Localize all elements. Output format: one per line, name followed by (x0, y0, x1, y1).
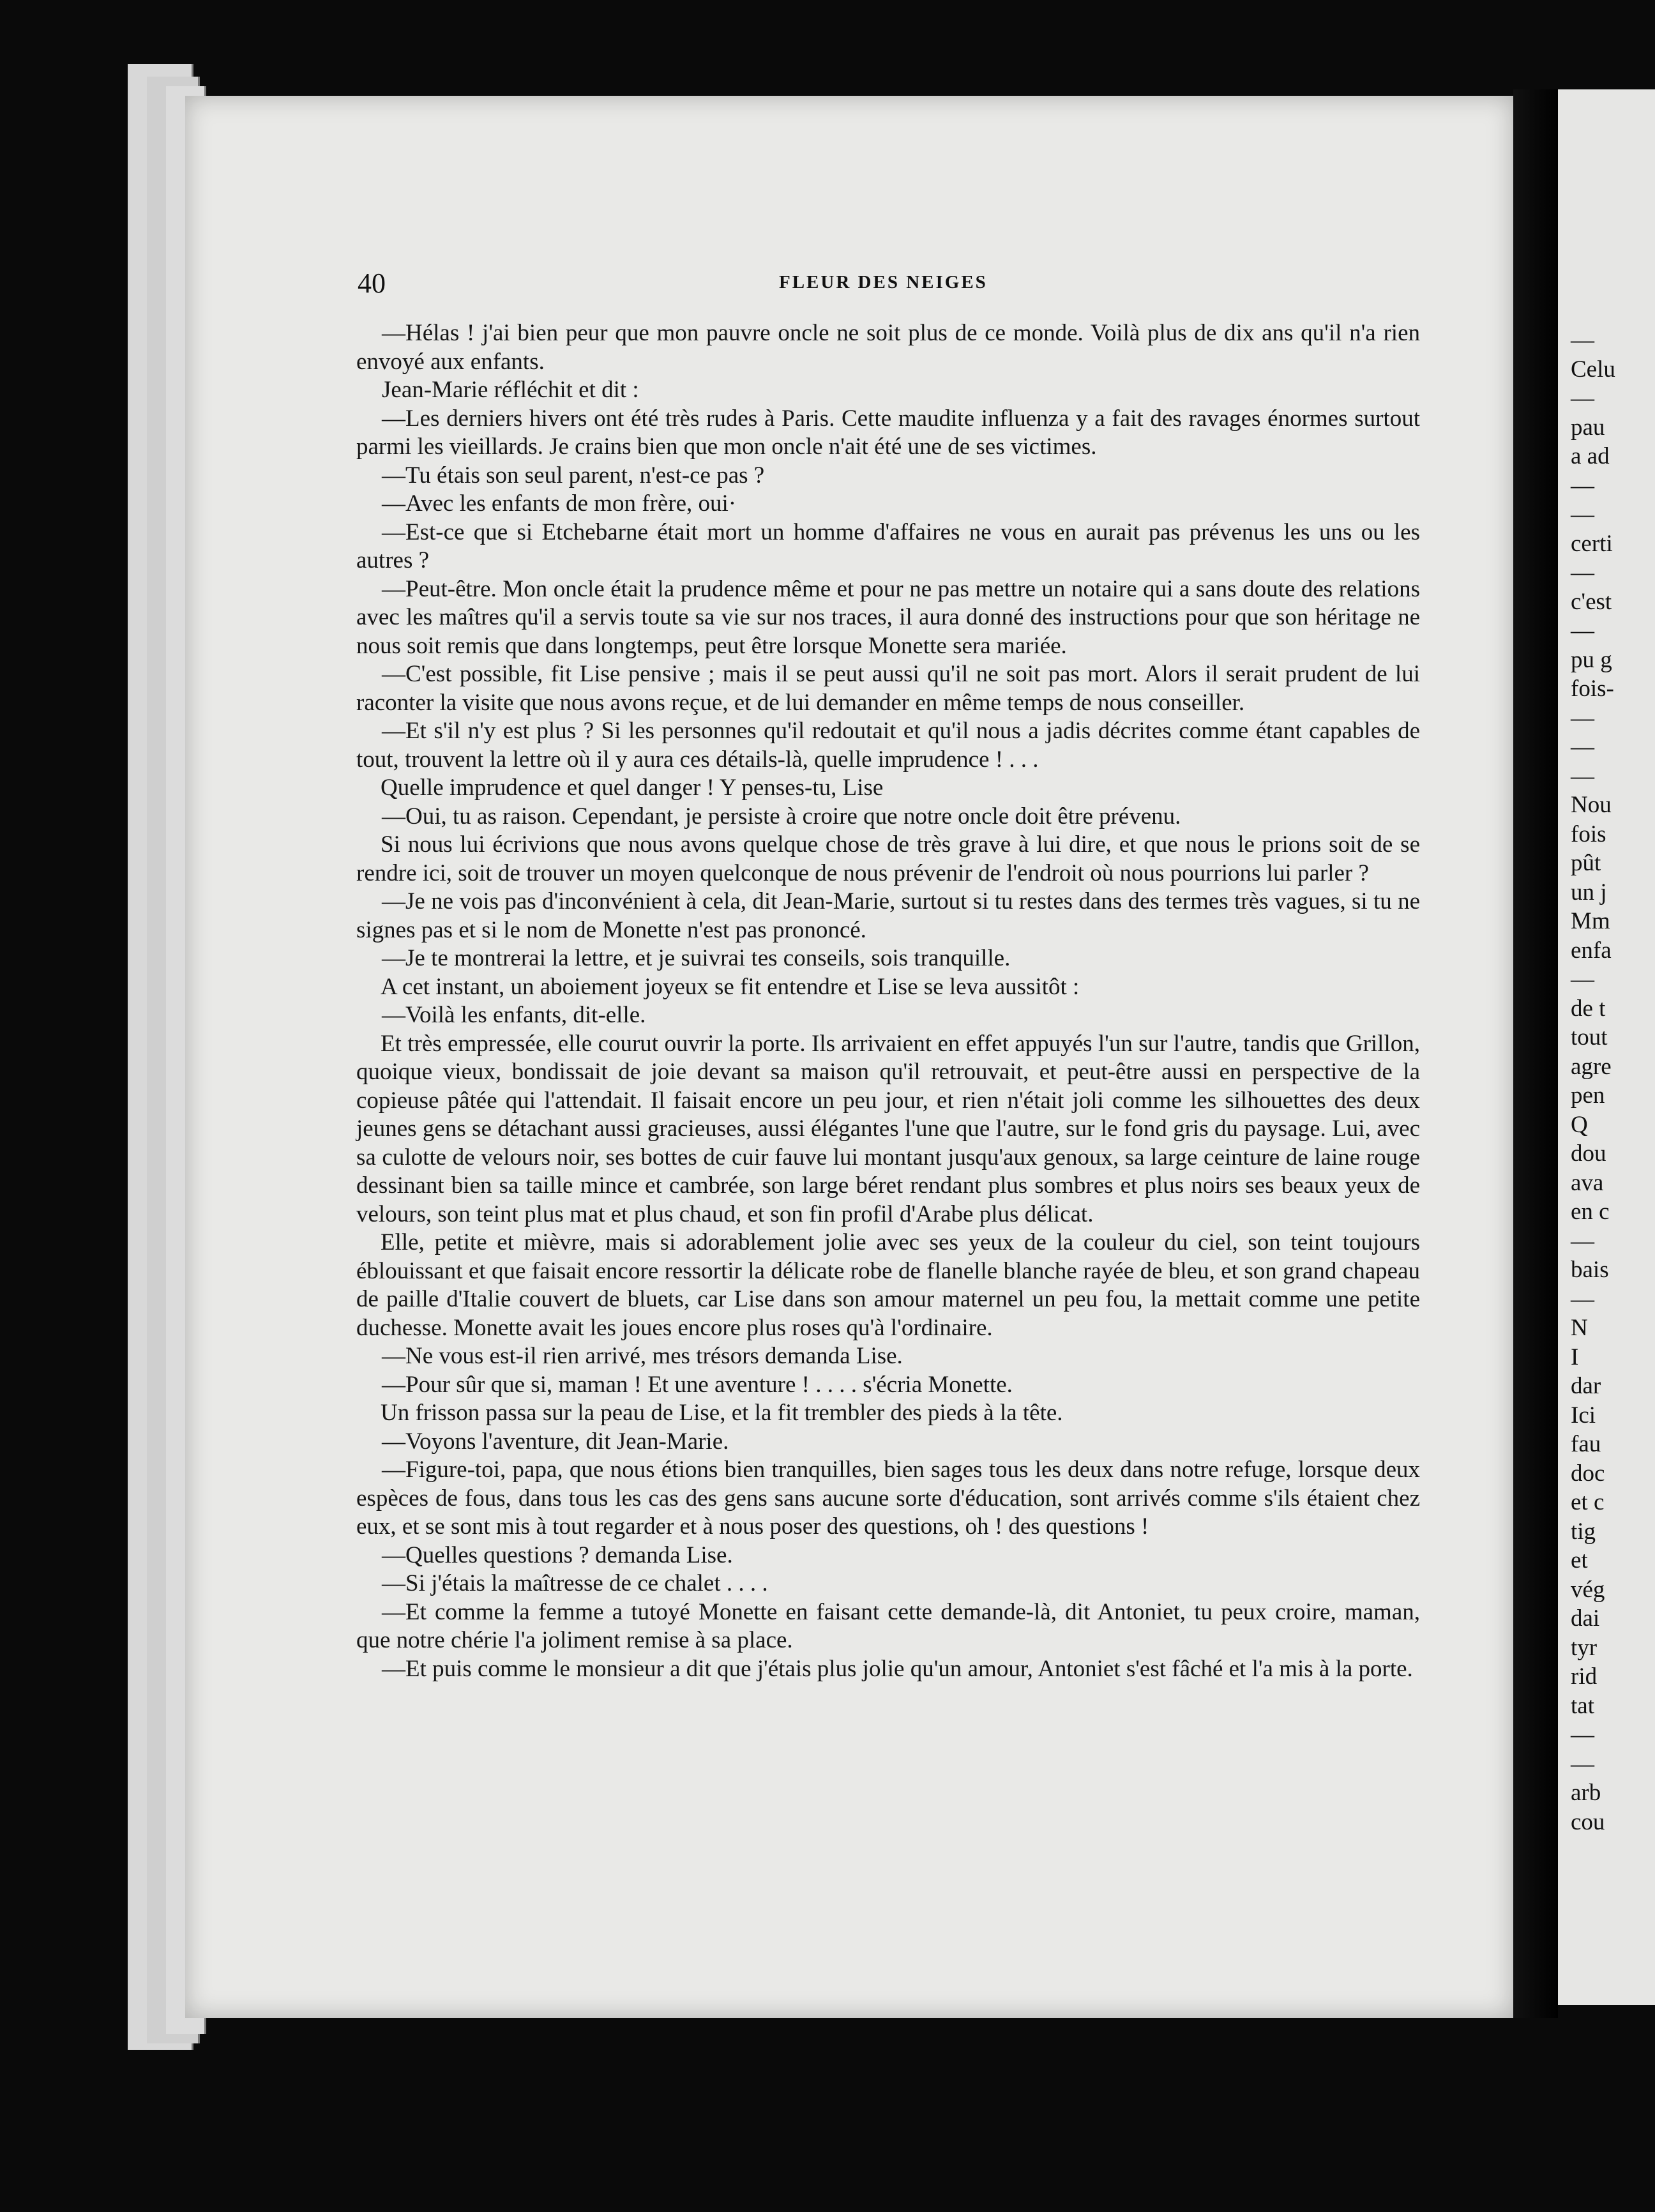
facing-page-fragment: vég (1571, 1576, 1605, 1603)
facing-page-fragment: tyr (1571, 1634, 1598, 1661)
paragraph: —Tu étais son seul parent, n'est-ce pas ? (382, 462, 765, 489)
facing-page-fragment: — (1571, 762, 1594, 789)
facing-page-fragment: — (1571, 734, 1594, 760)
facing-page-fragment: — (1571, 1285, 1594, 1312)
facing-page-fragment: agre (1571, 1053, 1612, 1080)
facing-page-fragment: doc (1571, 1460, 1605, 1487)
page-number: 40 (358, 268, 386, 299)
facing-page-fragment: dai (1571, 1605, 1600, 1632)
facing-page-edge (1558, 89, 1655, 2005)
paragraph: —Est-ce que si Etchebarne était mort un homme d'affaires ne vous en aurait pas prévenus les uns ou les autres ? (356, 519, 1420, 573)
facing-page-fragment: Nou (1571, 792, 1612, 818)
paragraph: —Quelles questions ? demanda Lise. (382, 1542, 733, 1568)
facing-page-fragment: en c (1571, 1199, 1610, 1225)
paragraph: Si nous lui écrivions que nous avons quelque chose de très grave à lui dire, et que nous le prions soit de se rendre ici, soit de trouver un moyen quelconque de nous prévenir de l'endroit où nous pourrions lui parler ? (356, 831, 1420, 886)
facing-page-fragment: rid (1571, 1663, 1598, 1690)
paragraph: —Et puis comme le monsieur a dit que j'étais plus jolie qu'un amour, Antoniet s'est fâché et l'a mis à la porte. (382, 1655, 1413, 1682)
facing-page-fragment: arb (1571, 1780, 1601, 1806)
facing-page-fragment: et c (1571, 1489, 1605, 1515)
facing-page-fragment: dar (1571, 1373, 1601, 1399)
paragraph: —C'est possible, fit Lise pensive ; mais il se peut aussi qu'il ne soit pas mort. Alors il serait prudent de lui raconter la visite que nous avons reçue, et de lui demander en même temps de nous conseiller. (356, 661, 1420, 716)
facing-page-fragment: — (1571, 617, 1594, 644)
facing-page-fragment: — (1571, 1750, 1594, 1777)
facing-page-fragment: cou (1571, 1808, 1605, 1835)
facing-page-fragment: I (1571, 1344, 1579, 1370)
running-head (358, 267, 1596, 305)
running-title: FLEUR DES NEIGES (779, 272, 988, 292)
facing-page-fragment: — (1571, 472, 1594, 499)
paragraph: Jean-Marie réfléchit et dit : (382, 377, 639, 403)
facing-page-fragment: fau (1571, 1431, 1601, 1457)
facing-page-fragment: ava (1571, 1169, 1604, 1196)
facing-page-fragment: certi (1571, 530, 1613, 557)
paragraph: Elle, petite et mièvre, mais si adorablement jolie avec ses yeux de la couleur du ciel, son teint toujours éblouissant et que faisait encore ressortir la délicate robe de flanelle blanche rayée de bleu, et son grand chapeau de paille d'Italie couvert de bluets, car Lise dans son amour maternel un peu fou, la mettait comme une petite duchesse. Monette avait les joues encore plus roses qu'à l'ordinaire. (356, 1229, 1420, 1341)
paragraph: —Oui, tu as raison. Cependant, je persiste à croire que notre oncle doit être prévenu. (382, 803, 1181, 830)
facing-page-fragment: N (1571, 1315, 1588, 1341)
facing-page-fragment: tat (1571, 1692, 1594, 1719)
paragraph: Un frisson passa sur la peau de Lise, et la fit trembler des pieds à la tête. (381, 1400, 1063, 1426)
paragraph: —Et comme la femme a tutoyé Monette en faisant cette demande-là, dit Antoniet, tu peux croire, maman, que notre chérie l'a joliment remise à sa place. (356, 1598, 1420, 1653)
facing-page-fragment: bais (1571, 1257, 1609, 1283)
body-text (356, 319, 1420, 1683)
paragraph: —Si j'étais la maîtresse de ce chalet . . . . (382, 1570, 768, 1596)
paragraph: Et très empressée, elle courut ouvrir la porte. Ils arrivaient en effet appuyés l'un sur l'autre, tandis que Grillon, quoique vieux, bondissait de joie devant sa maison qu'il retrouvait, et peut-être aussi en perspective de la copieuse pâtée qui l'attendait. Il faisait encore un peu jour, et rien n'était joli comme les silhouettes des deux jeunes gens se détachant aussi gracieuses, aussi élégantes l'une que l'autre, sur le fond gris du paysage. Lui, avec sa culotte de velours noir, ses bottes de cuir fauve lui montant jusqu'aux genoux, sa large ceinture de laine rouge dessinant bien sa taille mince et cambrée, son large béret rendant plus sombres et plus noirs ses beaux yeux de velours, son teint plus mat et plus chaud, et son fin profil d'Arabe plus délicat. (356, 1030, 1420, 1227)
paragraph: —Figure-toi, papa, que nous étions bien tranquilles, bien sages tous les deux dans notre refuge, lorsque deux espèces de fous, dans tous les cas des gens sans aucune sorte d'éducation, sont arrivés comme s'ils étaient chez eux, et se sont mis à tout regarder et à nous poser des questions, oh ! des questions ! (356, 1457, 1420, 1540)
paragraph: —Hélas ! j'ai bien peur que mon pauvre oncle ne soit plus de ce monde. Voilà plus de dix ans qu'il n'a rien envoyé aux enfants. (356, 320, 1420, 375)
facing-page-fragment: a ad (1571, 443, 1610, 469)
facing-page-fragment: fois (1571, 821, 1606, 847)
facing-page-fragment: tout (1571, 1024, 1608, 1050)
facing-page-fragment: pau (1571, 414, 1605, 441)
paragraph: Quelle imprudence et quel danger ! Y penses-tu, Lise (381, 775, 884, 801)
paragraph: —Ne vous est-il rien arrivé, mes trésors demanda Lise. (382, 1343, 903, 1369)
paragraph: —Et s'il n'y est plus ? Si les personnes qu'il redoutait et qu'il nous a jadis décrites comme étant capables de tout, trouvent la lettre où il y aura ces détails-là, quelle imprudence ! . . . (356, 718, 1420, 773)
facing-page-fragment: pu g (1571, 646, 1612, 673)
facing-page-fragment: — (1571, 1227, 1594, 1254)
facing-page-fragment: pût (1571, 850, 1601, 876)
paragraph: —Je te montrerai la lettre, et je suivrai tes conseils, sois tranquille. (382, 945, 1011, 971)
facing-page-fragment: — (1571, 1722, 1594, 1748)
facing-page-fragment: c'est (1571, 588, 1612, 615)
facing-page-fragment: Mm (1571, 908, 1610, 934)
facing-page-fragment: enfa (1571, 937, 1612, 964)
facing-page-fragment: tig (1571, 1518, 1596, 1545)
facing-page-fragment: dou (1571, 1140, 1606, 1167)
paragraph: —Peut-être. Mon oncle était la prudence même et pour ne pas mettre un notaire qui a sans doute des relations avec les maîtres qu'il a servis toute sa vie sur nos traces, il aura donné des instructions pour que son héritage ne nous soit remis que dans longtemps, peut être lorsque Monette sera mariée. (356, 575, 1420, 659)
facing-page-fragment: — (1571, 966, 1594, 992)
facing-page-fragment: Q (1571, 1111, 1588, 1138)
facing-page-fragment: Celu (1571, 356, 1615, 383)
facing-page-fragment: — (1571, 501, 1594, 527)
facing-page-fragment: fois- (1571, 676, 1614, 702)
paragraph: —Voyons l'aventure, dit Jean-Marie. (382, 1428, 729, 1455)
facing-page-fragment: — (1571, 385, 1594, 411)
paragraph: —Les derniers hivers ont été très rudes à Paris. Cette maudite influenza y a fait des ravages énormes surtout parmi les vieillards. Je crains bien que mon oncle n'ait été une de ses victimes. (356, 405, 1420, 460)
paragraph: —Pour sûr que si, maman ! Et une aventure ! . . . . s'écria Monette. (382, 1371, 1013, 1398)
paragraph: —Avec les enfants de mon frère, oui· (382, 490, 737, 517)
facing-page-fragment: — (1571, 559, 1594, 586)
facing-page-fragment: — (1571, 327, 1594, 353)
paragraph: —Je ne vois pas d'inconvénient à cela, dit Jean-Marie, surtout si tu restes dans des termes très vagues, si tu ne signes pas et si le nom de Monette n'est pas prononcé. (356, 888, 1420, 943)
facing-page-fragment: — (1571, 704, 1594, 731)
paragraph: —Voilà les enfants, dit-elle. (382, 1002, 646, 1028)
paragraph: A cet instant, un aboiement joyeux se fit entendre et Lise se leva aussitôt : (381, 973, 1080, 1000)
facing-page-fragment: de t (1571, 995, 1606, 1022)
facing-page-fragment: Ici (1571, 1402, 1596, 1428)
book-gutter (1513, 89, 1558, 2018)
facing-page-fragment: pen (1571, 1082, 1605, 1109)
facing-page-fragment: et (1571, 1547, 1588, 1573)
facing-page-fragment: un j (1571, 879, 1607, 905)
